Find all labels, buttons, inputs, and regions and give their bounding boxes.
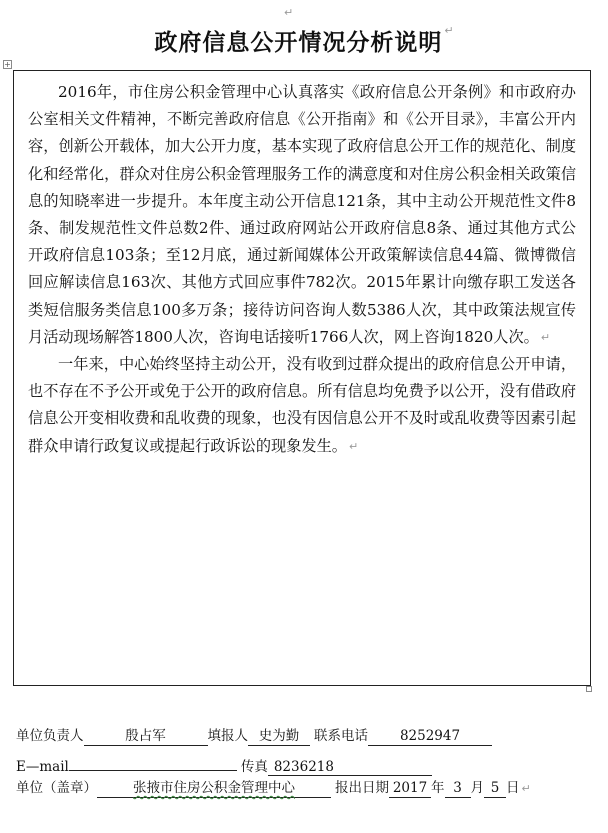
filler-value-field[interactable]: 史为勤 bbox=[248, 727, 310, 746]
title-row bbox=[0, 24, 608, 57]
fax-value-field[interactable]: 8236218 bbox=[268, 758, 432, 776]
unit-value-text: 张掖市住房公积金管理中心 bbox=[133, 780, 295, 796]
footer-row-email-fax bbox=[16, 752, 596, 778]
paragraph-mark-icon: ↵ bbox=[444, 24, 454, 37]
report-footer bbox=[16, 726, 596, 804]
document-title: 政府信息公开情况分析说明 bbox=[154, 30, 443, 56]
fax-label: 传真 bbox=[240, 759, 268, 775]
unit-label: 单位（盖章） bbox=[16, 780, 97, 796]
body-paragraph-1 bbox=[28, 79, 576, 351]
year-unit: 年 bbox=[431, 780, 445, 796]
email-label: E—mail bbox=[16, 759, 69, 775]
table-resize-handle-icon[interactable] bbox=[586, 686, 592, 692]
day-value-field[interactable]: 5 bbox=[484, 779, 506, 798]
paragraph-mark-icon: ↵ bbox=[521, 782, 531, 795]
paragraph-mark-icon: ↵ bbox=[540, 330, 551, 344]
leader-label: 单位负责人 bbox=[16, 728, 84, 744]
phone-value-field[interactable]: 8252947 bbox=[368, 727, 492, 746]
filler-label: 填报人 bbox=[207, 728, 248, 744]
leader-value-field[interactable]: 殷占军 bbox=[84, 727, 208, 746]
date-label: 报出日期 bbox=[335, 780, 389, 796]
footer-row-unit-date bbox=[16, 778, 596, 804]
paragraph-mark-icon: ↵ bbox=[348, 439, 359, 453]
day-unit: 日 bbox=[506, 780, 520, 796]
unit-value-field[interactable] bbox=[97, 779, 331, 798]
year-value-field[interactable]: 2017 bbox=[389, 779, 431, 798]
paragraph-mark-icon: ↵ bbox=[284, 6, 294, 19]
paragraph-2-text: 一年来，中心始终坚持主动公开，没有收到过群众提出的政府信息公开申请，也不存在不予公开或免于公开的政府信息。所有信息均免费予以公开，没有借政府信息公开变相收费和乱收费的现象，也没有因信息公开不及时或乱收费等因素引起群众申请行政复议或提起行政诉讼的现象发生。 bbox=[28, 355, 576, 455]
body-paragraph-2 bbox=[28, 351, 576, 460]
content-table-cell[interactable] bbox=[13, 70, 591, 686]
email-value-field[interactable] bbox=[69, 752, 237, 771]
table-move-handle-icon[interactable]: + bbox=[4, 60, 11, 69]
footer-row-contacts bbox=[16, 726, 596, 752]
paragraph-1-text: 2016年，市住房公积金管理中心认真落实《政府信息公开条例》和市政府办公室相关文件精神，不断完善政府信息《公开指南》和《公开目录》，丰富公开内容，创新公开载体，加大公开力度，基本实现了政府信息公开工作的规范化、制度化和经常化，群众对住房公积金管理服务工作的满意度和对住房公积金相关政策信息的知晓率进一步提升。本年度主动公开信息121条，其中主动公开规范性文件8条、制发规范性文件总数2件、通过政府网站公开政府信息8条、通过其他方式公开政府信息103条；至12月底，通过新闻媒体公开政策解读信息44篇、微博微信回应解读信息163次、其他方式回应事件782次。2015年累计向缴存职工发送各类短信服务类信息100多万条；接待访问咨询人数5386人次，其中政策法规宣传月活动现场解答1800人次，咨询电话接听1766人次，网上咨询1820人次。 bbox=[28, 83, 576, 346]
phone-label: 联系电话 bbox=[314, 728, 368, 744]
month-value-field[interactable]: 3 bbox=[445, 779, 471, 798]
month-unit: 月 bbox=[470, 780, 484, 796]
